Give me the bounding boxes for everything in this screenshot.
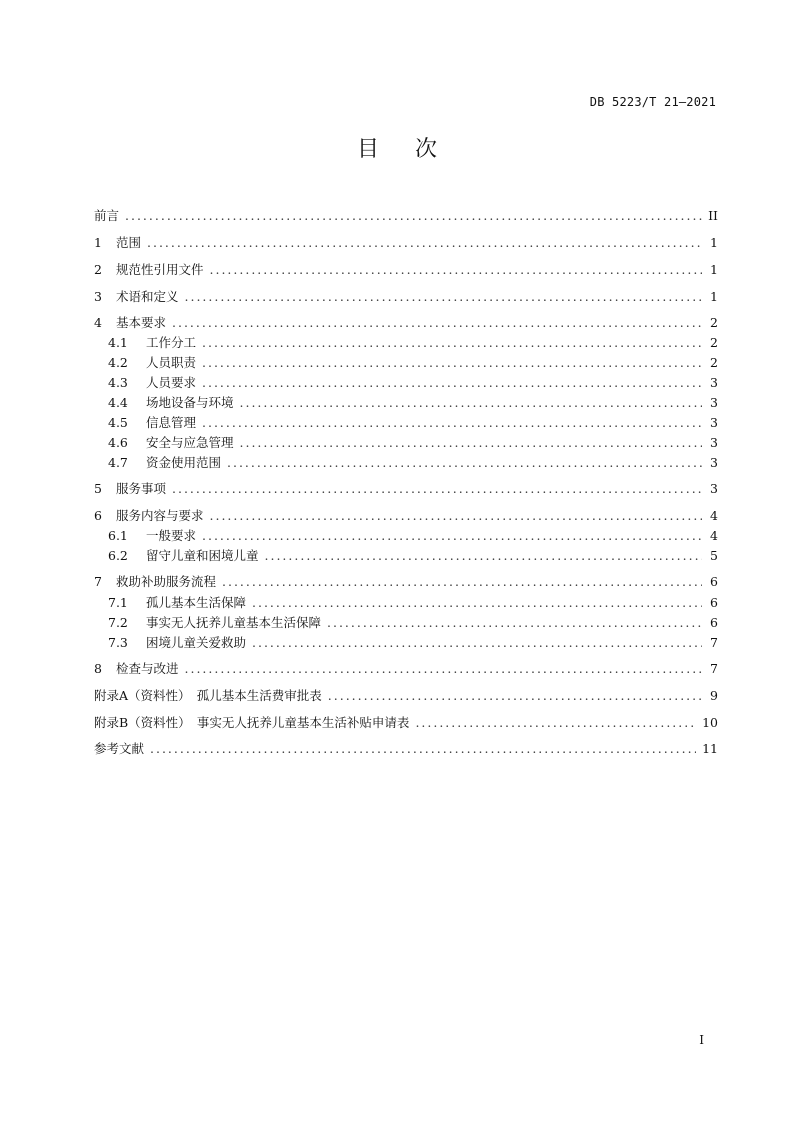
toc-entry-2[interactable] (94, 259, 718, 279)
toc-entry-4-7[interactable] (108, 452, 718, 472)
toc-entry-label: 服务事项 (116, 481, 167, 496)
toc-entry-bibliography[interactable] (94, 738, 718, 758)
dot-leader (227, 455, 702, 470)
toc-entry-label: 资金使用范围 (146, 455, 222, 470)
toc-entry-label: 孤儿基本生活保障 (146, 595, 247, 610)
toc-entry-4-1[interactable] (108, 332, 718, 352)
toc-entry-page: 1 (710, 234, 718, 250)
toc-entry-3[interactable] (94, 286, 718, 306)
toc-entry-label: 参考文献 (94, 741, 145, 756)
dot-leader (265, 548, 702, 563)
toc-entry-label: 安全与应急管理 (146, 435, 234, 450)
toc-entry-page: 3 (710, 414, 718, 430)
toc-entry-label: 事实无人抚养儿童基本生活保障 (146, 615, 322, 630)
toc-entry-page: II (708, 207, 718, 223)
toc-entry-number: 7.2 (108, 614, 128, 630)
page-number: I (699, 1033, 704, 1047)
dot-leader (240, 435, 702, 450)
dot-leader (202, 415, 702, 430)
toc-entry-number: 4.1 (108, 334, 128, 350)
toc-entry-number: 7 (94, 573, 102, 589)
toc-entry-label: 术语和定义 (116, 289, 179, 304)
toc-entry-label: 附录A（资料性） 孤儿基本生活费审批表 (94, 688, 322, 703)
dot-leader (172, 315, 702, 330)
toc-entry-5[interactable] (94, 478, 718, 498)
toc-entry-label: 规范性引用文件 (116, 262, 204, 277)
toc-entry-number: 2 (94, 261, 102, 277)
toc-entry-number: 8 (94, 660, 102, 676)
toc-entry-page: 3 (710, 454, 718, 470)
toc-entry-annex-a[interactable] (94, 685, 718, 705)
toc-entry-4-3[interactable] (108, 372, 718, 392)
toc-entry-8[interactable] (94, 658, 718, 678)
toc-entry-label: 信息管理 (146, 415, 197, 430)
toc-entry-label: 前言 (94, 208, 120, 223)
toc-entry-label: 工作分工 (146, 335, 197, 350)
toc-entry-number: 3 (94, 288, 102, 304)
toc-entry-number: 1 (94, 234, 102, 250)
toc-entry-number: 7.3 (108, 634, 128, 650)
toc-entry-number: 7.1 (108, 594, 128, 610)
toc-entry-label: 一般要求 (146, 528, 197, 543)
dot-leader (240, 395, 702, 410)
toc-entry-page: 7 (710, 660, 718, 676)
dot-leader (202, 355, 702, 370)
dot-leader (210, 508, 702, 523)
toc-entry-label: 检查与改进 (116, 661, 179, 676)
toc-entry-7-3[interactable] (108, 632, 718, 652)
toc-entry-label: 范围 (116, 235, 142, 250)
toc-entry-label: 服务内容与要求 (116, 508, 204, 523)
toc-entry-label: 场地设备与环境 (146, 395, 234, 410)
toc-entry-page: 2 (710, 334, 718, 350)
toc-entry-7-2[interactable] (108, 612, 718, 632)
toc-entry-label: 基本要求 (116, 315, 167, 330)
toc-entry-page: 4 (710, 507, 718, 523)
dot-leader (185, 289, 702, 304)
dot-leader (202, 375, 702, 390)
toc-entry-page: 4 (710, 527, 718, 543)
dot-leader (202, 528, 702, 543)
dot-leader (415, 715, 696, 730)
toc-entry-page: 6 (710, 614, 718, 630)
toc-entry-number: 4.5 (108, 414, 128, 430)
toc-entry-page: 9 (710, 687, 718, 703)
toc-entry-number: 6.2 (108, 547, 128, 563)
dot-leader (252, 635, 702, 650)
dot-leader (210, 262, 702, 277)
toc-entry-page: 3 (710, 480, 718, 496)
toc-entry-number: 6 (94, 507, 102, 523)
toc-entry-annex-b[interactable] (94, 712, 718, 732)
toc-entry-7[interactable] (94, 571, 718, 591)
toc-entry-6-2[interactable] (108, 545, 718, 565)
toc-entry-number: 4.7 (108, 454, 128, 470)
toc-entry-page: 6 (710, 573, 718, 589)
toc-entry-label: 人员职责 (146, 355, 197, 370)
toc-entry-page: 1 (710, 261, 718, 277)
toc-entry-4-4[interactable] (108, 392, 718, 412)
toc-entry-1[interactable] (94, 232, 718, 252)
toc-entry-foreword[interactable] (94, 205, 718, 225)
toc-entry-6-1[interactable] (108, 525, 718, 545)
toc-entry-page: 3 (710, 374, 718, 390)
toc-entry-label: 留守儿童和困境儿童 (146, 548, 259, 563)
toc-entry-4-6[interactable] (108, 432, 718, 452)
toc-entry-page: 11 (702, 740, 718, 756)
toc-entry-page: 10 (702, 714, 718, 730)
toc-entry-page: 2 (710, 354, 718, 370)
standard-code: DB 5223/T 21—2021 (589, 95, 716, 109)
dot-leader (172, 481, 702, 496)
dot-leader (185, 661, 702, 676)
toc-entry-page: 2 (710, 314, 718, 330)
toc-entry-label: 困境儿童关爱救助 (146, 635, 247, 650)
dot-leader (328, 688, 702, 703)
toc-entry-label: 附录B（资料性） 事实无人抚养儿童基本生活补贴申请表 (94, 715, 410, 730)
toc-entry-page: 6 (710, 594, 718, 610)
toc-entry-7-1[interactable] (108, 592, 718, 612)
dot-leader (327, 615, 702, 630)
toc-entry-6[interactable] (94, 505, 718, 525)
toc-entry-page: 1 (710, 288, 718, 304)
toc-entry-4[interactable] (94, 312, 718, 332)
toc-entry-number: 4 (94, 314, 102, 330)
toc-entry-page: 7 (710, 634, 718, 650)
toc-entry-page: 3 (710, 434, 718, 450)
toc-entry-4-2[interactable] (108, 352, 718, 372)
toc-entry-page: 5 (710, 547, 718, 563)
dot-leader (147, 235, 702, 250)
dot-leader (202, 335, 702, 350)
toc-entry-number: 4.6 (108, 434, 128, 450)
toc-entry-4-5[interactable] (108, 412, 718, 432)
toc-entry-number: 4.3 (108, 374, 128, 390)
toc-entry-page: 3 (710, 394, 718, 410)
toc-entry-number: 4.2 (108, 354, 128, 370)
dot-leader (222, 574, 702, 589)
toc-entry-number: 5 (94, 480, 102, 496)
dot-leader (125, 208, 702, 223)
toc-entry-label: 人员要求 (146, 375, 197, 390)
dot-leader (252, 595, 702, 610)
toc-entry-label: 救助补助服务流程 (116, 574, 217, 589)
dot-leader (150, 741, 696, 756)
toc-entry-number: 4.4 (108, 394, 128, 410)
toc-entry-number: 6.1 (108, 527, 128, 543)
toc-title: 目次 (356, 137, 473, 162)
